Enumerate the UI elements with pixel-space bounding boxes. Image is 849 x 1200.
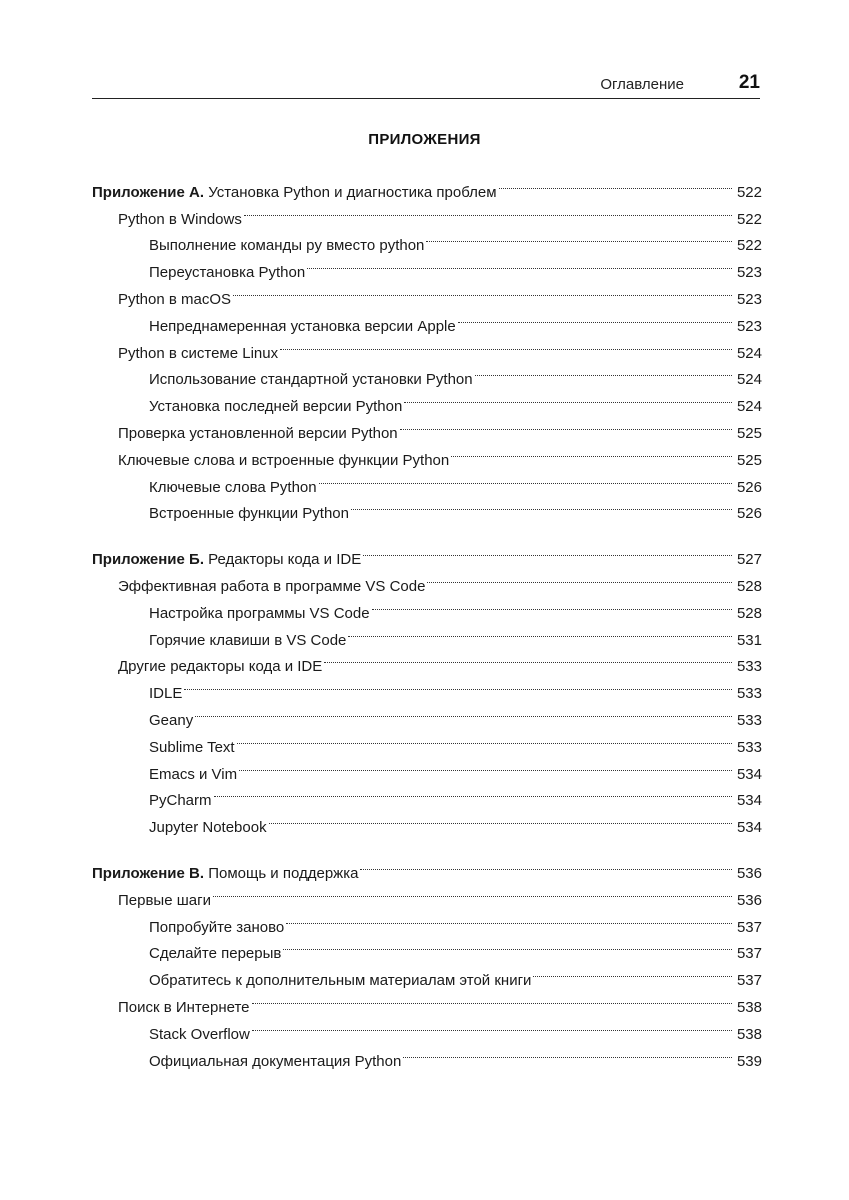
toc-appendix-entry[interactable]	[92, 170, 762, 201]
toc-entry-title	[118, 207, 242, 234]
dot-leader	[237, 725, 732, 752]
toc-entry-text: Использование стандартной установки Python	[149, 371, 473, 389]
toc-page-number: 536	[736, 891, 762, 909]
toc-entry-title	[118, 995, 250, 1022]
toc-page-number: 527	[736, 551, 762, 569]
toc-entry-text: Jupyter Notebook	[149, 819, 267, 837]
dot-leader	[363, 537, 732, 564]
toc-entry-title	[149, 628, 346, 655]
toc-page-number: 539	[736, 1052, 762, 1070]
toc-entry-label: Приложение А.	[92, 183, 205, 201]
page-number: 21	[738, 72, 760, 93]
toc-page-number: 536	[736, 864, 762, 882]
toc-page-number: 524	[736, 398, 762, 416]
toc-entry-text: Первые шаги	[118, 891, 211, 909]
dot-leader	[252, 985, 733, 1012]
dot-leader	[195, 698, 732, 725]
toc-entry-title	[149, 394, 402, 421]
dot-leader	[269, 805, 732, 832]
dot-leader	[426, 224, 732, 251]
toc-appendix-entry[interactable]	[92, 851, 762, 882]
toc-entry-text: Попробуйте заново	[149, 918, 285, 936]
toc-entry-title	[149, 601, 370, 628]
toc-entry-text: Ключевые слова и встроенные функции Python	[118, 451, 450, 469]
toc-subsection-entry[interactable]	[92, 698, 762, 729]
section-title: ПРИЛОЖЕНИЯ	[368, 131, 481, 148]
toc-page-number: 522	[736, 183, 762, 201]
toc-page-number: 534	[736, 819, 762, 837]
dot-leader	[283, 932, 732, 959]
toc-page-number: 524	[736, 344, 762, 362]
toc-entry-text: Горячие клавиши в VS Code	[149, 631, 347, 649]
dot-leader	[400, 411, 732, 438]
toc-entry-text: Другие редакторы кода и IDE	[118, 658, 323, 676]
toc-page-number: 533	[736, 685, 762, 703]
toc-entry-title	[149, 681, 182, 708]
toc-entry-title	[149, 501, 349, 528]
running-header-title: Оглавление	[600, 76, 684, 93]
toc-entry-label: Приложение Б.	[92, 551, 204, 569]
toc-page-number: 537	[736, 918, 762, 936]
toc-page-number: 538	[736, 1025, 762, 1043]
dot-leader	[372, 591, 732, 618]
dot-leader	[499, 170, 732, 197]
toc-page-number: 526	[736, 505, 762, 523]
dot-leader	[280, 331, 732, 358]
toc-entry-text: Переустановка Python	[149, 264, 306, 282]
dot-leader	[427, 564, 732, 591]
toc-entry-text: Установка последней версии Python	[149, 398, 403, 416]
toc-entry-text: Python в macOS	[118, 290, 232, 308]
toc-entry-text: Emacs и Vim	[149, 765, 238, 783]
dot-leader	[404, 384, 732, 411]
toc-entry-text: Python в Windows	[118, 210, 242, 228]
dot-leader	[233, 277, 732, 304]
dot-leader	[213, 878, 732, 905]
dot-leader	[348, 618, 732, 645]
toc-entry-title	[149, 708, 193, 735]
toc-page-number: 534	[736, 765, 762, 783]
toc-entry-text: Установка Python и диагностика проблем	[204, 183, 497, 201]
toc-entry-title	[118, 341, 278, 368]
toc-entry-text: IDLE	[149, 685, 183, 703]
toc-entry-text: Stack Overflow	[149, 1025, 250, 1043]
toc-entry-text: Настройка программы VS Code	[149, 604, 370, 622]
dot-leader	[214, 779, 732, 806]
toc-page-number: 523	[736, 290, 762, 308]
toc-entry-text: Выполнение команды py вместо python	[149, 237, 425, 255]
dot-leader	[475, 358, 732, 385]
toc-entry-text: PyCharm	[149, 792, 212, 810]
toc-page-number: 537	[736, 972, 762, 990]
toc-entry-title	[149, 1049, 401, 1076]
dot-leader	[351, 492, 732, 519]
dot-leader	[403, 1039, 732, 1066]
toc-entry-title	[149, 735, 235, 762]
toc-page-number: 524	[736, 371, 762, 389]
toc-part	[92, 851, 762, 1070]
toc-page-number: 523	[736, 264, 762, 282]
toc-page-number: 531	[736, 631, 762, 649]
toc-page-number: 525	[736, 424, 762, 442]
page-header	[92, 72, 760, 99]
dot-leader	[533, 958, 732, 985]
toc-entry-text: Проверка установленной версии Python	[118, 424, 398, 442]
toc-entry-title	[92, 547, 361, 574]
toc-part	[92, 170, 762, 523]
dot-leader	[286, 905, 732, 932]
dot-leader	[319, 465, 732, 492]
dot-leader	[244, 197, 732, 224]
toc-entry-text: Эффективная работа в программе VS Code	[118, 577, 426, 595]
dot-leader	[239, 752, 732, 779]
toc-page-number: 522	[736, 210, 762, 228]
toc-page-number: 537	[736, 945, 762, 963]
toc-page-number: 522	[736, 237, 762, 255]
toc-entry-text: Встроенные функции Python	[149, 505, 349, 523]
dot-leader	[324, 645, 732, 672]
toc-page-number: 526	[736, 478, 762, 496]
dot-leader	[184, 671, 732, 698]
toc-part	[92, 537, 762, 837]
toc-entry-title	[118, 421, 398, 448]
toc-entry-text: Geany	[149, 711, 194, 729]
toc-entry-text: Непреднамеренная установка версии Apple	[149, 317, 456, 335]
toc-entry-title	[149, 475, 317, 502]
toc-entry-title	[118, 287, 231, 314]
toc-page-number: 533	[736, 711, 762, 729]
toc-entry-text: Python в системе Linux	[118, 344, 279, 362]
toc-page-number: 528	[736, 577, 762, 595]
toc-entry-text: Сделайте перерыв	[149, 945, 282, 963]
toc-appendix-entry[interactable]	[92, 537, 762, 569]
toc-entry-text: Обратитесь к дополнительным материалам этой книги	[149, 972, 532, 990]
dot-leader	[451, 438, 732, 465]
toc-entry-text: Ключевые слова Python	[149, 478, 317, 496]
dot-leader	[458, 304, 732, 331]
toc-entry-title	[118, 888, 211, 915]
toc-entry-title	[149, 815, 267, 842]
toc-page-number: 525	[736, 451, 762, 469]
toc-entry-title	[149, 915, 284, 942]
toc-page-number: 533	[736, 658, 762, 676]
toc-entry-text: Помощь и поддержка	[204, 864, 359, 882]
toc-page-number: 538	[736, 998, 762, 1016]
table-of-contents	[92, 170, 762, 1085]
toc-page-number: 528	[736, 604, 762, 622]
toc-entry-text: Sublime Text	[149, 738, 235, 756]
toc-entry-title	[149, 1022, 250, 1049]
toc-entry-text: Поиск в Интернете	[118, 998, 250, 1016]
toc-entry-text: Редакторы кода и IDE	[203, 551, 362, 569]
toc-entry-title	[149, 788, 212, 815]
toc-page-number: 523	[736, 317, 762, 335]
dot-leader	[252, 1012, 732, 1039]
dot-leader	[307, 250, 732, 277]
dot-leader	[360, 851, 732, 878]
toc-entry-label: Приложение В.	[92, 864, 205, 882]
toc-page-number: 534	[736, 792, 762, 810]
toc-subsection-entry[interactable]	[92, 671, 762, 703]
toc-entry-title	[149, 941, 281, 968]
toc-page-number: 533	[736, 738, 762, 756]
toc-entry-text: Официальная документация Python	[149, 1052, 402, 1070]
